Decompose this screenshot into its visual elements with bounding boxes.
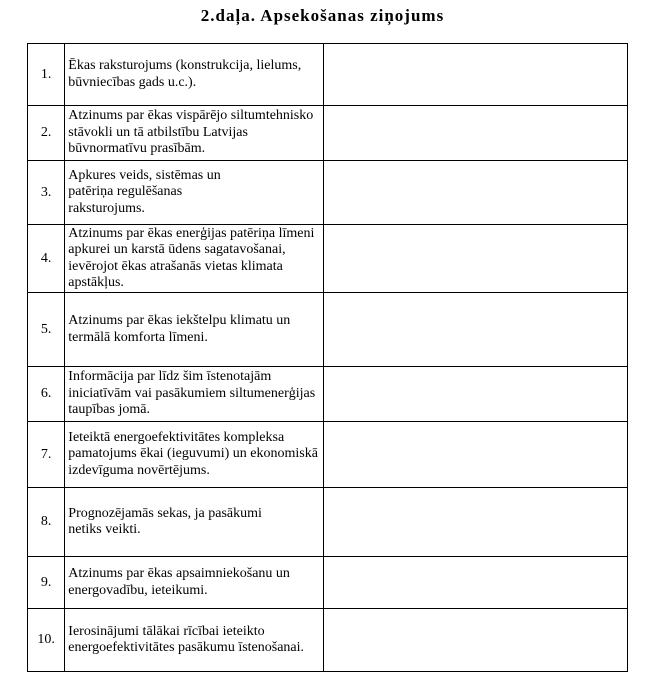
table-row (28, 367, 628, 422)
row-number: 5. (28, 293, 65, 367)
row-description: Ēkas raksturojums (konstrukcija, lielums, būvniecības gads u.c.). (65, 44, 324, 106)
table-row (28, 609, 628, 672)
table-row (28, 44, 628, 106)
table-row (28, 422, 628, 488)
table-row (28, 557, 628, 609)
answer-cell[interactable] (324, 422, 628, 488)
row-number: 2. (28, 106, 65, 161)
answer-cell[interactable] (324, 367, 628, 422)
row-number: 7. (28, 422, 65, 488)
row-number: 4. (28, 225, 65, 293)
report-table (27, 43, 628, 672)
row-description: Informācija par līdz šim īstenotajām iniciatīvām vai pasākumiem siltumenerģijas taupības jomā. (65, 367, 324, 422)
row-description: Prognozējamās sekas, ja pasākumi netiks veikti. (65, 488, 324, 557)
row-description: Apkures veids, sistēmas un patēriņa regulēšanas raksturojums. (65, 161, 324, 225)
answer-cell[interactable] (324, 225, 628, 293)
row-description: Atzinums par ēkas enerģijas patēriņa līmeni apkurei un karstā ūdens sagatavošanai, ievērojot ēkas atrašanās vietas klimata apstākļus. (65, 225, 324, 293)
row-number: 6. (28, 367, 65, 422)
answer-cell[interactable] (324, 44, 628, 106)
answer-cell[interactable] (324, 106, 628, 161)
table-row (28, 293, 628, 367)
row-description: Atzinums par ēkas apsaimniekošanu un energovadību, ieteikumi. (65, 557, 324, 609)
table-row (28, 161, 628, 225)
row-description: Ierosinājumi tālākai rīcībai ieteikto energoefektivitātes pasākumu īstenošanai. (65, 609, 324, 672)
row-number: 10. (28, 609, 65, 672)
page-title: 2.daļa. Apsekošanas ziņojums (200, 6, 445, 25)
answer-cell[interactable] (324, 557, 628, 609)
answer-cell[interactable] (324, 609, 628, 672)
table-row (28, 106, 628, 161)
table-row (28, 488, 628, 557)
row-description: Ieteiktā energoefektivitātes kompleksa pamatojums ēkai (ieguvumi) un ekonomiskā izdevīguma novērtējums. (65, 422, 324, 488)
row-number: 1. (28, 44, 65, 106)
row-number: 3. (28, 161, 65, 225)
row-description: Atzinums par ēkas vispārējo siltumtehnisko stāvokli un tā atbilstību Latvijas būvnormatīvu prasībām. (65, 106, 324, 161)
row-number: 8. (28, 488, 65, 557)
row-number: 9. (28, 557, 65, 609)
answer-cell[interactable] (324, 488, 628, 557)
row-description: Atzinums par ēkas iekštelpu klimatu un termālā komforta līmeni. (65, 293, 324, 367)
table-row (28, 225, 628, 293)
answer-cell[interactable] (324, 161, 628, 225)
answer-cell[interactable] (324, 293, 628, 367)
